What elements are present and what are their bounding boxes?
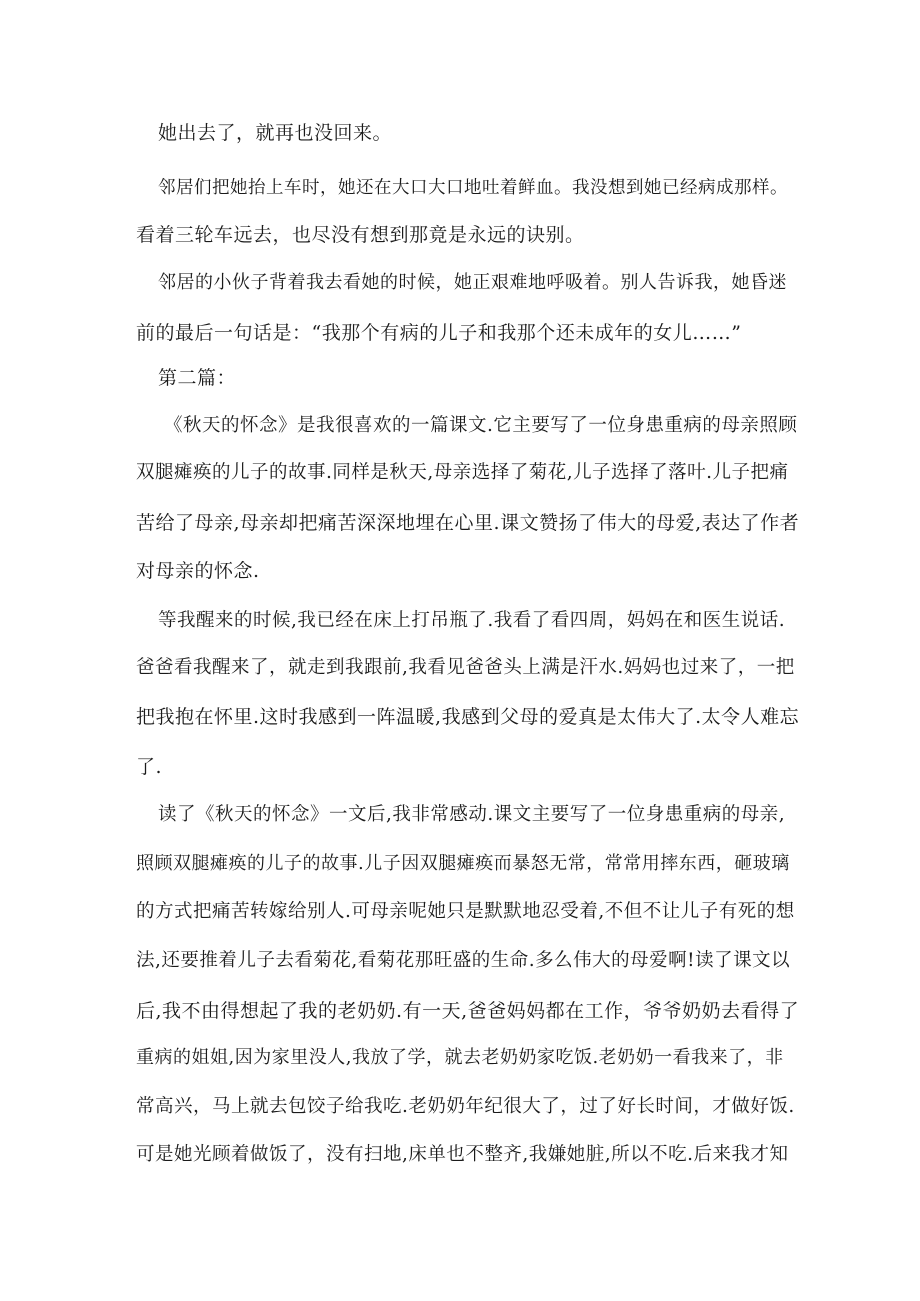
text-line: 的方式把痛苦转嫁给别人.可母亲呢她只是默默地忍受着,不但不让儿子有死的想 — [136, 901, 795, 922]
text-line: 法,还要推着儿子去看菊花,看菊花那旺盛的生命.多么伟大的母爱啊!读了课文以 — [136, 950, 791, 971]
text-line: 她出去了，就再也没回来。 — [158, 122, 393, 144]
text-line: 重病的姐姐,因为家里没人,我放了学，就去老奶奶家吃饭.老奶奶一看我来了，非 — [136, 1047, 784, 1068]
text-line: 前的最后一句话是：“我那个有病的儿子和我那个还未成年的女儿……” — [136, 322, 742, 344]
text-line: 《秋天的怀念》是我很喜欢的一篇课文.它主要写了一位身患重病的母亲照顾 — [164, 415, 798, 436]
text-line: 读了《秋天的怀念》一文后,我非常感动.课文主要写了一位身患重病的母亲, — [158, 804, 786, 825]
text-line: 邻居的小伙子背着我去看她的时候，她正艰难地呼吸着。别人告诉我，她昏迷 — [158, 272, 787, 293]
text-line: 爸爸看我醒来了，就走到我跟前,我看见爸爸头上满是汗水.妈妈也过来了，一把 — [136, 657, 795, 678]
text-line: 双腿瘫痪的儿子的故事.同样是秋天,母亲选择了菊花,儿子选择了落叶.儿子把痛 — [136, 462, 789, 483]
text-line: 后,我不由得想起了我的老奶奶.有一天,爸爸妈妈都在工作，爷爷奶奶去看得了 — [136, 1000, 800, 1022]
text-line: 邻居们把她抬上车时，她还在大口大口地吐着鲜血。我没想到她已经病成那样。 — [158, 178, 788, 198]
text-line: 等我醒来的时候,我已经在床上打吊瓶了.我看了看四周，妈妈在和医生说话. — [158, 610, 786, 631]
text-line: 照顾双腿瘫痪的儿子的故事.儿子因双腿瘫痪而暴怒无常，常常用摔东西，砸玻璃 — [136, 853, 790, 874]
text-line: 把我抱在怀里.这时我感到一阵温暖,我感到父母的爱真是太伟大了.太令人难忘 — [136, 706, 800, 728]
text-line: 可是她光顾着做饭了，没有扫地,床单也不整齐,我嫌她脏,所以不吃.后来我才知 — [136, 1144, 789, 1165]
text-line: 对母亲的怀念. — [136, 560, 260, 582]
section-heading: 第二篇： — [158, 367, 237, 389]
text-line: 看着三轮车远去，也尽没有想到那竟是永远的诀别。 — [136, 224, 585, 246]
text-line: 了. — [136, 756, 163, 778]
text-line: 常高兴，马上就去包饺子给我吃.老奶奶年纪很大了，过了好长时间，才做好饭. — [136, 1096, 795, 1117]
text-line: 苦给了母亲,母亲却把痛苦深深地埋在心里.课文赞扬了伟大的母爱,表达了作者 — [136, 512, 800, 534]
